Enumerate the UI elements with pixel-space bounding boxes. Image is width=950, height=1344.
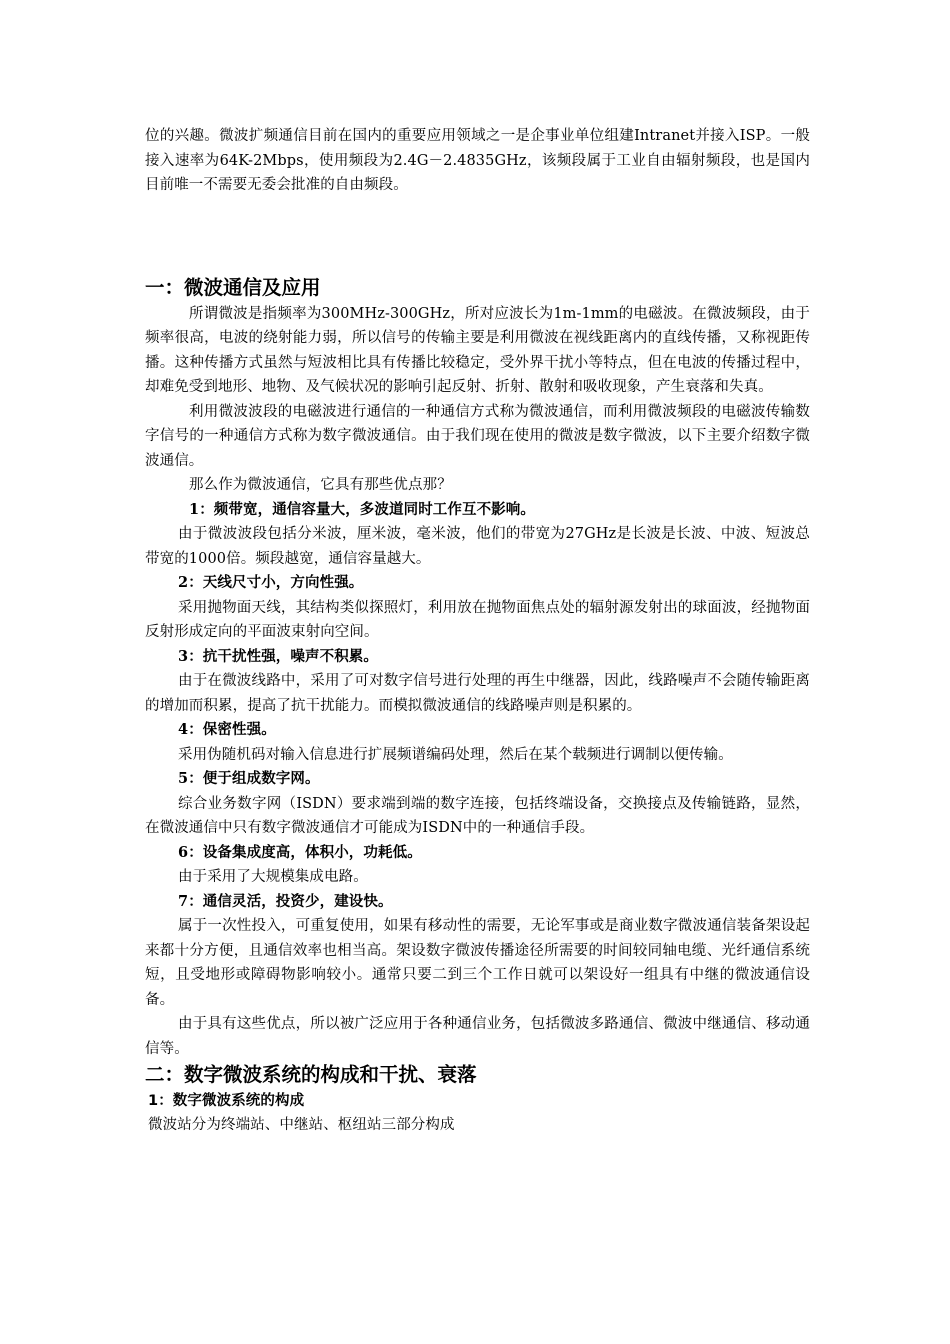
advantage-body-3: 由于在微波线路中，采用了可对数字信号进行处理的再生中继器，因此，线路噪声不会随传输距离的增加而积累，提高了抗干扰能力。而模拟微波通信的线路噪声则是积累的。 [145,673,810,714]
document-page [145,124,810,1138]
advantage-title-5: 5：便于组成数字网。 [178,770,320,787]
advantage-body-6: 由于采用了大规模集成电路。 [178,869,368,885]
advantage-body-2: 采用抛物面天线，其结构类似探照灯，利用放在抛物面焦点处的辐射源发射出的球面波，经抛物面反射形成定向的平面波束射向空间。 [145,599,810,640]
section2-paragraph-1: 微波站分为终端站、中继站、枢纽站三部分构成 [148,1117,455,1133]
section2-heading: 二：数字微波系统的构成和干扰、衰落 [145,1063,477,1086]
advantage-title-6: 6：设备集成度高，体积小，功耗低。 [178,843,422,861]
advantage-title-2: 2：天线尺寸小，方向性强。 [178,574,364,591]
advantage-body-5: 综合业务数字网（ISDN）要求端到端的数字连接，包括终端设备，交换接点及传输链路，显然，在微波通信中只有数字微波通信才可能成为ISDN中的一种通信手段。 [145,795,810,836]
spacer [145,198,810,274]
advantage-body-7: 属于一次性投入，可重复使用，如果有移动性的需要，无论军事或是商业数字微波通信装备架设起来都十分方便，且通信效率也相当高。架设数字微波传播途径所需要的时间较同轴电缆、光纤通信系统短，且受地形或障碍物影响较小。通常只要二到三个工作日就可以架设好一组具有中继的微波通信设备。 [145,918,810,1008]
intro-paragraph: 位的兴趣。微波扩频通信目前在国内的重要应用领域之一是企事业单位组建Intranet并接入ISP。一般接入速率为64K-2Mbps，使用频段为2.4G－2.4835GHz，该频段属于工业自由辐射频段，也是国内目前唯一不需要无委会批准的自由频段。 [145,128,810,193]
section1-heading: 一：微波通信及应用 [145,275,321,299]
advantage-title-3: 3：抗干扰性强，噪声不积累。 [178,647,378,665]
advantage-title-4: 4：保密性强。 [178,721,276,738]
section1-closing: 由于具有这些优点，所以被广泛应用于各种通信业务，包括微波多路通信、微波中继通信、移动通信等。 [145,1016,810,1057]
section1-paragraph-2: 利用微波波段的电磁波进行通信的一种通信方式称为微波通信，而利用微波频段的电磁波传输数字信号的一种通信方式称为数字微波通信。由于我们现在使用的微波是数字微波，以下主要介绍数字微波通信。 [145,403,810,469]
advantage-title-7: 7：通信灵活，投资少，建设快。 [178,892,393,910]
section1-paragraph-3: 那么作为微波通信，它具有那些优点那？ [189,477,452,493]
advantage-body-4: 采用伪随机码对输入信息进行扩展频谱编码处理，然后在某个载频进行调制以便传输。 [178,746,733,763]
section2-subheading-1: 1：数字微波系统的构成 [148,1093,305,1109]
section1-paragraph-1: 所谓微波是指频率为300MHz-300GHz，所对应波长为1m-1mm的电磁波。在微波频段，由于频率很高，电波的绕射能力弱，所以信号的传输主要是利用微波在视线距离内的直线传播，又称视距传播。这种传播方式虽然与短波相比具有传播比较稳定，受外界干扰小等特点，但在电波的传播过程中，却难免受到地形、地物、及气候状况的影响引起反射、折射、散射和吸收现象，产生衰落和失真。 [145,305,810,395]
advantage-title-1: 1：频带宽，通信容量大，多波道同时工作互不影响。 [189,500,535,518]
advantage-body-1: 由于微波波段包括分米波，厘米波，毫米波，他们的带宽为27GHz是长波是长波、中波、短波总带宽的1000倍。频段越宽，通信容量越大。 [145,526,810,567]
